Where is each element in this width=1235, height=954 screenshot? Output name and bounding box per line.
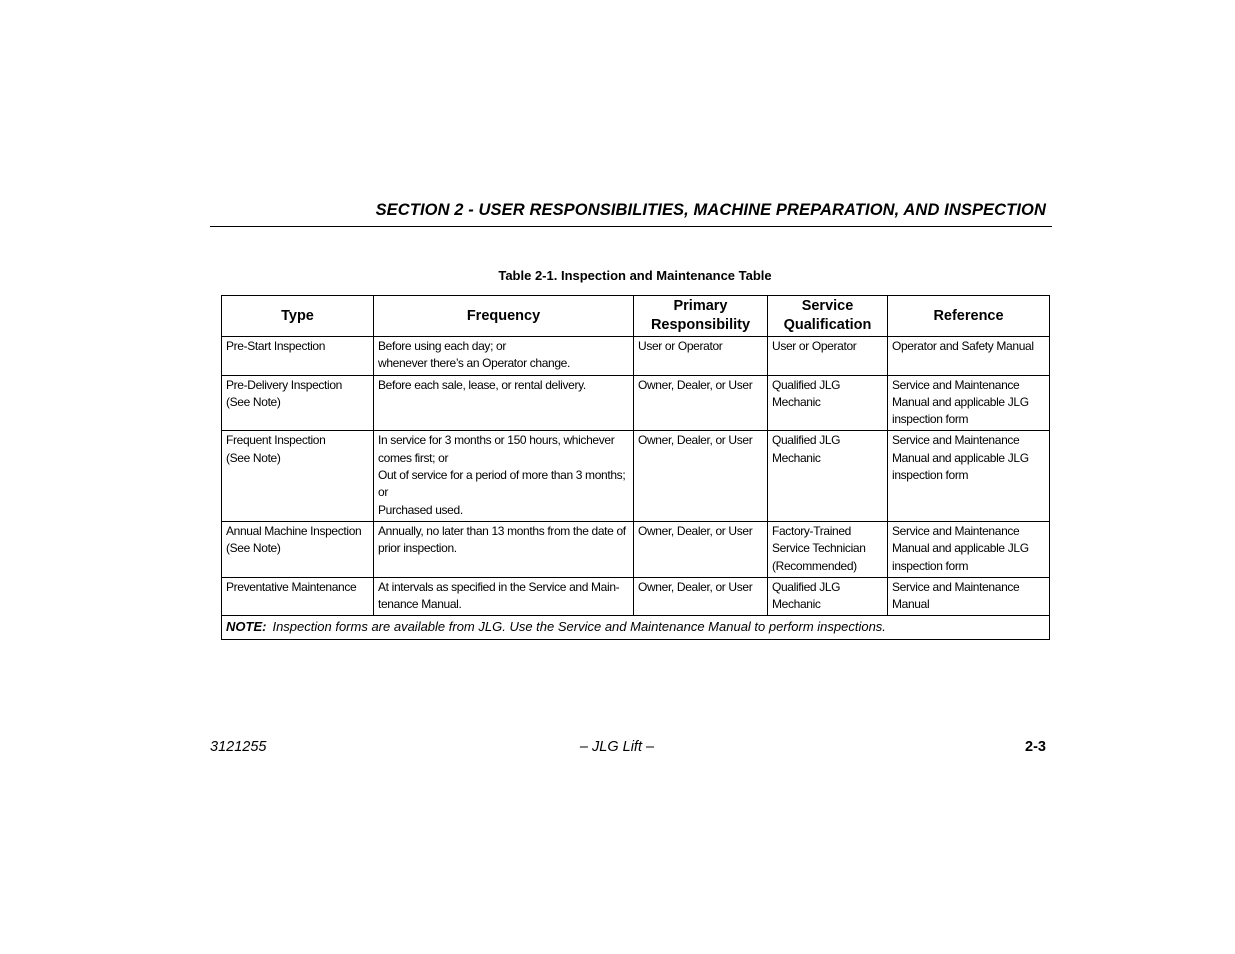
header-divider — [210, 226, 1052, 227]
cell-text-line: Mechanic — [772, 597, 821, 612]
cell-service-qualification — [768, 337, 888, 376]
table-body — [222, 337, 1050, 640]
cell-text-line: User or Operator — [638, 339, 723, 353]
cell-text-line: At intervals as specified in the Service and Main- — [378, 579, 620, 594]
cell-service-qualification — [768, 577, 888, 616]
cell-text-line: Before each sale, lease, or rental delivery. — [378, 377, 586, 392]
cell-primary-responsibility — [634, 375, 768, 431]
table-note — [222, 616, 1050, 639]
cell-text-line: Operator and Safety Manual — [892, 339, 1034, 353]
column-header-reference: Reference — [888, 296, 1050, 337]
cell-text-line: Service and Maintenance — [892, 433, 1020, 448]
cell-text-line: (See Note) — [226, 450, 281, 465]
cell-text-line: Annually, no later than 13 months from the date of — [378, 523, 626, 538]
cell-type — [222, 337, 374, 376]
cell-text-line: or — [378, 485, 388, 500]
cell-primary-responsibility — [634, 337, 768, 376]
cell-text-line: Manual and applicable JLG — [892, 541, 1029, 556]
cell-text-line: Owner, Dealer, or User — [638, 433, 753, 448]
inspection-maintenance-table — [221, 295, 1050, 640]
cell-service-qualification — [768, 431, 888, 521]
cell-text-line: Frequent Inspection — [226, 433, 326, 448]
cell-text-line: Owner, Dealer, or User — [638, 377, 753, 392]
cell-text-line: Factory-Trained — [772, 523, 851, 538]
footer-title: – JLG Lift – — [579, 739, 655, 755]
cell-text-line: comes first; or — [378, 450, 449, 465]
cell-type — [222, 375, 374, 431]
table-row — [222, 431, 1050, 521]
cell-text-line: Service and Maintenance — [892, 377, 1020, 392]
cell-text-line: In service for 3 months or 150 hours, whichever — [378, 433, 615, 448]
note-text: Inspection forms are available from JLG. Use the Service and Maintenance Manual to perform inspections. — [272, 619, 886, 635]
cell-text-line: Purchased used. — [378, 502, 463, 517]
cell-frequency — [374, 577, 634, 616]
cell-text-line: (Recommended) — [772, 558, 857, 573]
cell-text-line: Out of service for a period of more than 3 months; — [378, 468, 626, 483]
cell-reference — [888, 577, 1050, 616]
cell-text-line: Owner, Dealer, or User — [638, 523, 753, 538]
table-row — [222, 337, 1050, 376]
cell-reference — [888, 375, 1050, 431]
cell-text-line: inspection form — [892, 558, 969, 573]
cell-text-line: (See Note) — [226, 394, 281, 409]
cell-primary-responsibility — [634, 577, 768, 616]
cell-text-line: Before using each day; or — [378, 339, 507, 353]
cell-text-line: User or Operator — [772, 339, 857, 353]
document-number: 3121255 — [210, 739, 267, 755]
cell-text-line: prior inspection. — [378, 541, 457, 556]
cell-reference — [888, 337, 1050, 376]
cell-service-qualification — [768, 375, 888, 431]
cell-text-line: Qualified JLG — [772, 433, 841, 448]
table-row — [222, 521, 1050, 577]
cell-text-line: Preventative Maintenance — [226, 579, 357, 594]
cell-text-line: Qualified JLG — [772, 579, 841, 594]
table-title: Table 2-1. Inspection and Maintenance Table — [498, 268, 772, 283]
cell-reference — [888, 521, 1050, 577]
cell-text-line: Owner, Dealer, or User — [638, 579, 753, 594]
cell-type — [222, 431, 374, 521]
table-row — [222, 577, 1050, 616]
table-header-row — [222, 296, 1050, 337]
column-header-service-qualification: Service Qualification — [768, 296, 888, 337]
cell-text-line: Pre-Start Inspection — [226, 339, 326, 353]
cell-text-line: inspection form — [892, 412, 969, 427]
cell-text-line: Manual — [892, 597, 930, 612]
column-header-primary-responsibility: Primary Responsibility — [634, 296, 768, 337]
cell-reference — [888, 431, 1050, 521]
cell-frequency — [374, 337, 634, 376]
cell-type — [222, 521, 374, 577]
cell-text-line: Mechanic — [772, 450, 821, 465]
table-row — [222, 375, 1050, 431]
cell-text-line: Mechanic — [772, 394, 821, 409]
cell-text-line: Service and Maintenance — [892, 579, 1020, 594]
cell-text-line: Service and Maintenance — [892, 523, 1020, 538]
cell-frequency — [374, 431, 634, 521]
cell-text-line: tenance Manual. — [378, 597, 462, 612]
column-header-type: Type — [222, 296, 374, 337]
cell-primary-responsibility — [634, 431, 768, 521]
section-title: SECTION 2 - USER RESPONSIBILITIES, MACHINE PREPARATION, AND INSPECTION — [375, 201, 1046, 219]
cell-text-line: Service Technician — [772, 541, 866, 556]
cell-frequency — [374, 521, 634, 577]
note-label: NOTE: — [226, 619, 267, 635]
cell-text-line: (See Note) — [226, 541, 281, 556]
cell-service-qualification — [768, 521, 888, 577]
cell-primary-responsibility — [634, 521, 768, 577]
cell-frequency — [374, 375, 634, 431]
column-header-frequency: Frequency — [374, 296, 634, 337]
cell-text-line: inspection form — [892, 468, 969, 483]
table-note-row — [222, 616, 1050, 639]
cell-text-line: Pre-Delivery Inspection — [226, 377, 342, 392]
cell-text-line: Annual Machine Inspection — [226, 523, 362, 538]
cell-text-line: Manual and applicable JLG — [892, 450, 1029, 465]
page-number: 2-3 — [1025, 739, 1046, 755]
cell-text-line: Manual and applicable JLG — [892, 394, 1029, 409]
cell-type — [222, 577, 374, 616]
cell-text-line: whenever there’s an Operator change. — [378, 356, 570, 371]
cell-text-line: Qualified JLG — [772, 377, 841, 392]
